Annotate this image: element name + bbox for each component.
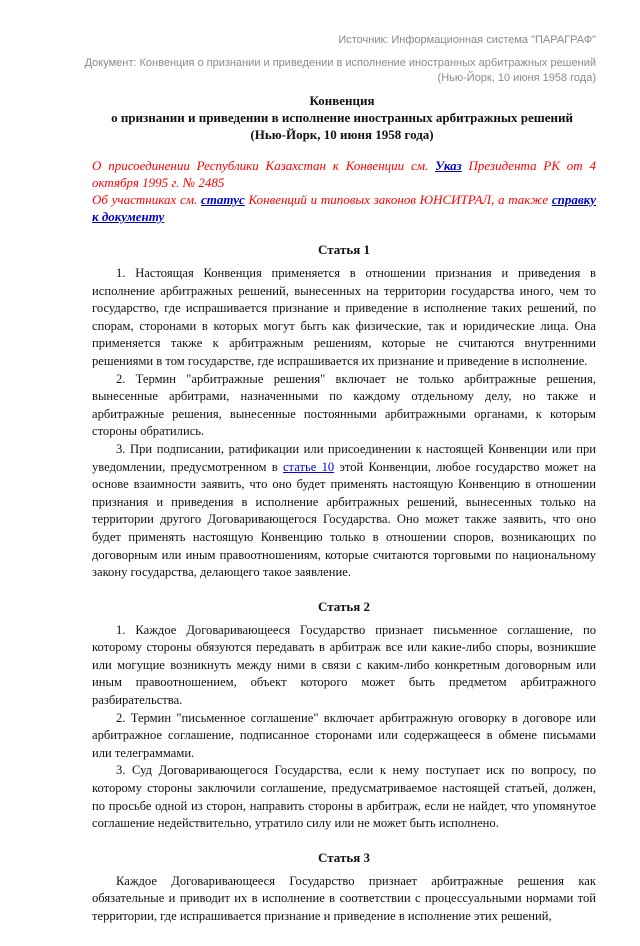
note-participants <box>92 191 596 225</box>
paragraph: 3. Суд Договаривающегося Государства, если к нему поступает иск по вопросу, по которому стороны заключили соглашение, предусматриваемое настоящей статьей, должен, по просьбе одной из сторон, направить стороны в арбитраж, если не найдет, что упомянутое соглашение недействительно, утратило силу или не может быть исполнено. <box>92 763 596 831</box>
editorial-notes <box>92 157 596 225</box>
article-1-heading: Статья 1 <box>318 242 370 257</box>
source-line: Источник: Информационная система "ПАРАГРАФ" <box>338 34 596 46</box>
note-text: Конвенций и типовых законов ЮНСИТРАЛ, а также <box>244 192 552 207</box>
document-line: Документ: Конвенция о признании и приведении в исполнение иностранных арбитражных решений (Нью-Йорк, 10 июня 1958 года) <box>84 57 596 84</box>
decree-link[interactable]: Указ <box>435 158 462 173</box>
article-3-heading: Статья 3 <box>318 849 370 865</box>
paragraph-text: 3. При подписании, ратификации или присоединении к настоящей Конвенции или при уведомлении, предусмотренном в <box>92 441 596 474</box>
paragraph: 2. Термин "арбитражные решения" включает не только арбитражные решения, вынесенные арбитрами, назначенными по каждому отдельному делу, но также и арбитражные решения, вынесенные постоянными арбитражными органами, к которым стороны обратились. <box>92 371 596 439</box>
title-line-1: Конвенция <box>309 93 375 108</box>
reference-link[interactable]: справку к документу <box>92 192 596 224</box>
paragraph: 1. Каждое Договаривающееся Государство признает письменное соглашение, по которому стороны обязуются передавать в арбитраж все или какие-либо споры, возникшие или могущие возникнуть между ними в связи с каким-либо конкретным договорным или иным правоотношением, объект которого может быть предметом арбитражного разбирательства. <box>92 622 596 708</box>
article-1-body <box>92 265 596 582</box>
note-text: О присоединении Республики Казахстан к Конвенции см. <box>92 158 436 173</box>
paragraph: 2. Термин "письменное соглашение" включает арбитражную оговорку в договоре или арбитражное соглашение, подписанное сторонами или содержащееся в обмене письмами или телеграммами. <box>92 710 596 760</box>
title-line-3: (Нью-Йорк, 10 июня 1958 года) <box>250 127 434 142</box>
article-2-body <box>92 622 596 833</box>
article-3-body <box>92 873 596 926</box>
paragraph: 1. Настоящая Конвенция применяется в отношении признания и приведения в исполнение арбитражных решений, вынесенных на территории государства иного, чем то государство, где испрашивается признание и приведение в исполнение таких решений, по спорам, сторонами в которых могут быть как физические, так и юридические лица. Она применяется также к арбитражным решениям, которые не считаются внутренними решениями в том государстве, где испрашивается их признание и приведение в исполнение. <box>92 266 596 368</box>
title-line-2: о признании и приведении в исполнение иностранных арбитражных решений <box>111 110 573 125</box>
note-text: Президента РК от 4 октября 1995 г. № 2485 <box>92 158 596 190</box>
article-2-heading: Статья 2 <box>318 598 370 614</box>
paragraph-text: этой Конвенции, любое государство может на основе взаимности заявить, что оно будет применять настоящую Конвенцию в отношении признания и приведения в исполнение арбитражных решений, вынесенных только на территории другого Договаривающегося Государства. Оно может также заявить, что оно будет применять настоящую Конвенцию только в отношении споров, возникающих по договорным или иным правоотношениям, которые считаются торговыми по национальному закону государства, делающего такое заявление. <box>92 459 596 580</box>
status-link[interactable]: статус <box>201 192 245 207</box>
paragraph <box>92 441 596 582</box>
note-text: Об участниках см. <box>92 192 202 207</box>
document-title <box>80 92 604 143</box>
article-10-link[interactable]: статье 10 <box>282 459 335 474</box>
paragraph: Каждое Договаривающееся Государство признает арбитражные решения как обязательные и приводит их в исполнение в соответствии с процессуальными нормами той территории, где испрашивается признание и приведение в исполнение этих решений, <box>92 873 596 923</box>
note-accession <box>92 157 596 191</box>
